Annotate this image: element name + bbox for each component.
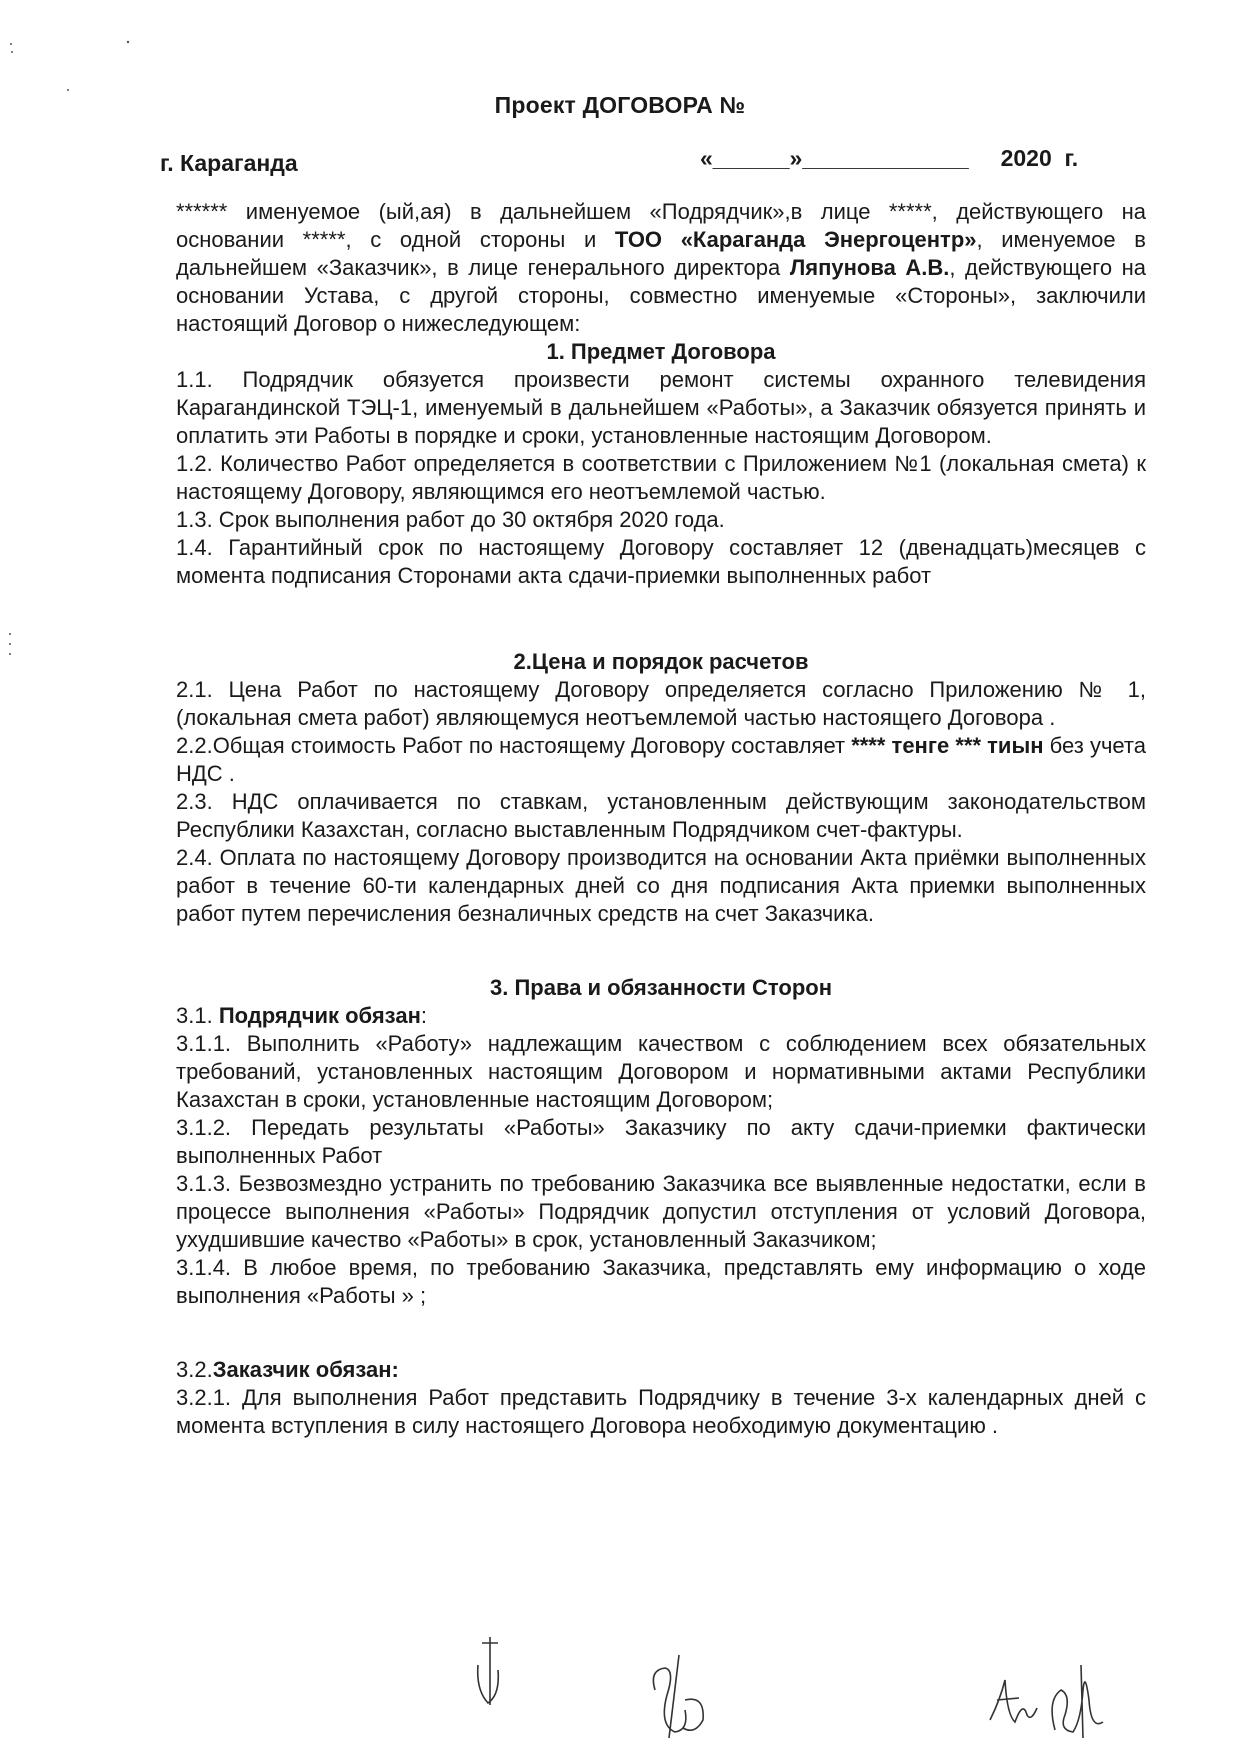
spacer <box>176 590 1146 648</box>
clause-2-2 <box>176 732 1146 788</box>
clause-2-3: 2.3. НДС оплачивается по ставкам, установленным действующим законодательством Республики Казахстан, согласно выставленным Подрядчиком счет-фактуры. <box>176 789 1146 842</box>
section-1-heading: 1. Предмет Договора <box>546 339 776 364</box>
clause-1-1: 1.1. Подрядчик обязуется произвести ремонт системы охранного телевидения Карагандинской ТЭЦ-1, именуемый в дальнейшем «Работы», а Заказчик обязуется принять и оплатить эти Работы в порядке и сроки, установленные настоящим Договором. <box>176 367 1146 448</box>
city-label: г. Караганда <box>160 150 298 176</box>
clause-3-2-1: 3.2.1. Для выполнения Работ представить Подрядчику в течение 3-х календарных дней с момента вступления в силу настоящего Договора необходимую документацию . <box>176 1385 1146 1438</box>
subsection-3-2 <box>176 1356 1146 1384</box>
subsection-3-1-title: Подрядчик обязан <box>218 1003 421 1028</box>
intro-paragraph <box>176 198 1146 338</box>
clause-3-1-1: 3.1.1. Выполнить «Работу» надлежащим качеством с соблюдением всех обязательных требований, установленных настоящим Договором и нормативными актами Республики Казахстан в сроки, установленные настоящим Договором; <box>176 1031 1146 1112</box>
clause-3-1-2: 3.1.2. Передать результаты «Работы» Заказчику по акту сдачи-приемки фактически выполненных Работ <box>176 1115 1146 1168</box>
clause-3-1-3: 3.1.3. Безвозмездно устранить по требованию Заказчика все выявленные недостатки, если в процессе выполнения «Работы» Подрядчик допустил отступления от условий Договора, ухудшившие качество «Работы» в срок, установленный Заказчиком; <box>176 1171 1146 1252</box>
signature-initial-3 <box>985 1660 1125 1740</box>
scan-speck <box>8 38 148 118</box>
clause-1-4: 1.4. Гарантийный срок по настоящему Договору составляет 12 (двенадцать)месяцев с момента подписания Сторонами акта сдачи-приемки выполненных работ <box>176 535 1146 588</box>
clause-2-2-amount: **** тенге *** тиын <box>851 733 1044 758</box>
intro-text-3: , действующего на основании Устава, с другой стороны, совместно именуемые «Стороны», заключили настоящий Договор о нижеследующем: <box>176 255 1147 336</box>
company-name: ТОО «Караганда Энергоцентр» <box>614 227 977 252</box>
clause-2-2-suffix: без учета НДС . <box>176 733 1147 786</box>
spacer <box>176 928 1146 974</box>
date-field: «______»_____________ 2020 г. <box>700 145 1079 171</box>
clause-3-1-4: 3.1.4. В любое время, по требованию Заказчика, представлять ему информацию о ходе выполнения «Работы » ; <box>176 1255 1146 1308</box>
section-2-heading: 2.Цена и порядок расчетов <box>513 649 809 674</box>
document-body <box>176 198 1146 1440</box>
section-3-heading: 3. Права и обязанности Сторон <box>490 975 832 1000</box>
clause-2-2-text: 2.2.Общая стоимость Работ по настоящему Договору составляет <box>176 733 852 758</box>
subsection-3-1-colon: : <box>420 1003 427 1028</box>
clause-2-4: 2.4. Оплата по настоящему Договору производится на основании Акта приёмки выполненных работ в течение 60-ти календарных дней со дня подписания Акта приемки выполненных работ путем перечисления безналичных средств на счет Заказчика. <box>176 845 1146 926</box>
spacer <box>176 1310 1146 1356</box>
subsection-3-2-title: Заказчик обязан: <box>212 1357 399 1382</box>
signature-initial-1 <box>470 1635 510 1710</box>
scan-speck <box>6 630 16 660</box>
clause-1-3: 1.3. Срок выполнения работ до 30 октября 2020 года. <box>176 507 725 532</box>
intro-text-2: , именуемое в дальнейшем «Заказчик», в лице генерального директора <box>176 227 1146 280</box>
subsection-3-1 <box>176 1002 1146 1030</box>
subsection-3-1-number: 3.1. <box>176 1003 219 1028</box>
subsection-3-2-number: 3.2. <box>176 1357 213 1382</box>
clause-2-1: 2.1. Цена Работ по настоящему Договору определяется согласно Приложению № 1, (локальная смета работ) являющемуся неотъемлемой частью настоящего Договора . <box>176 677 1146 730</box>
signature-initial-2 <box>645 1650 715 1740</box>
document-title: Проект ДОГОВОРА № <box>494 92 746 118</box>
intro-text-1: ****** именуемое (ый,ая) в дальнейшем «Подрядчик»,в лице *****, действующего на основании *****, с одной стороны и <box>176 199 1146 252</box>
clause-1-2: 1.2. Количество Работ определяется в соответствии с Приложением №1 (локальная смета) к настоящему Договору, являющимся его неотъемлемой частью. <box>176 451 1146 504</box>
director-name: Ляпунова А.В. <box>789 255 950 280</box>
